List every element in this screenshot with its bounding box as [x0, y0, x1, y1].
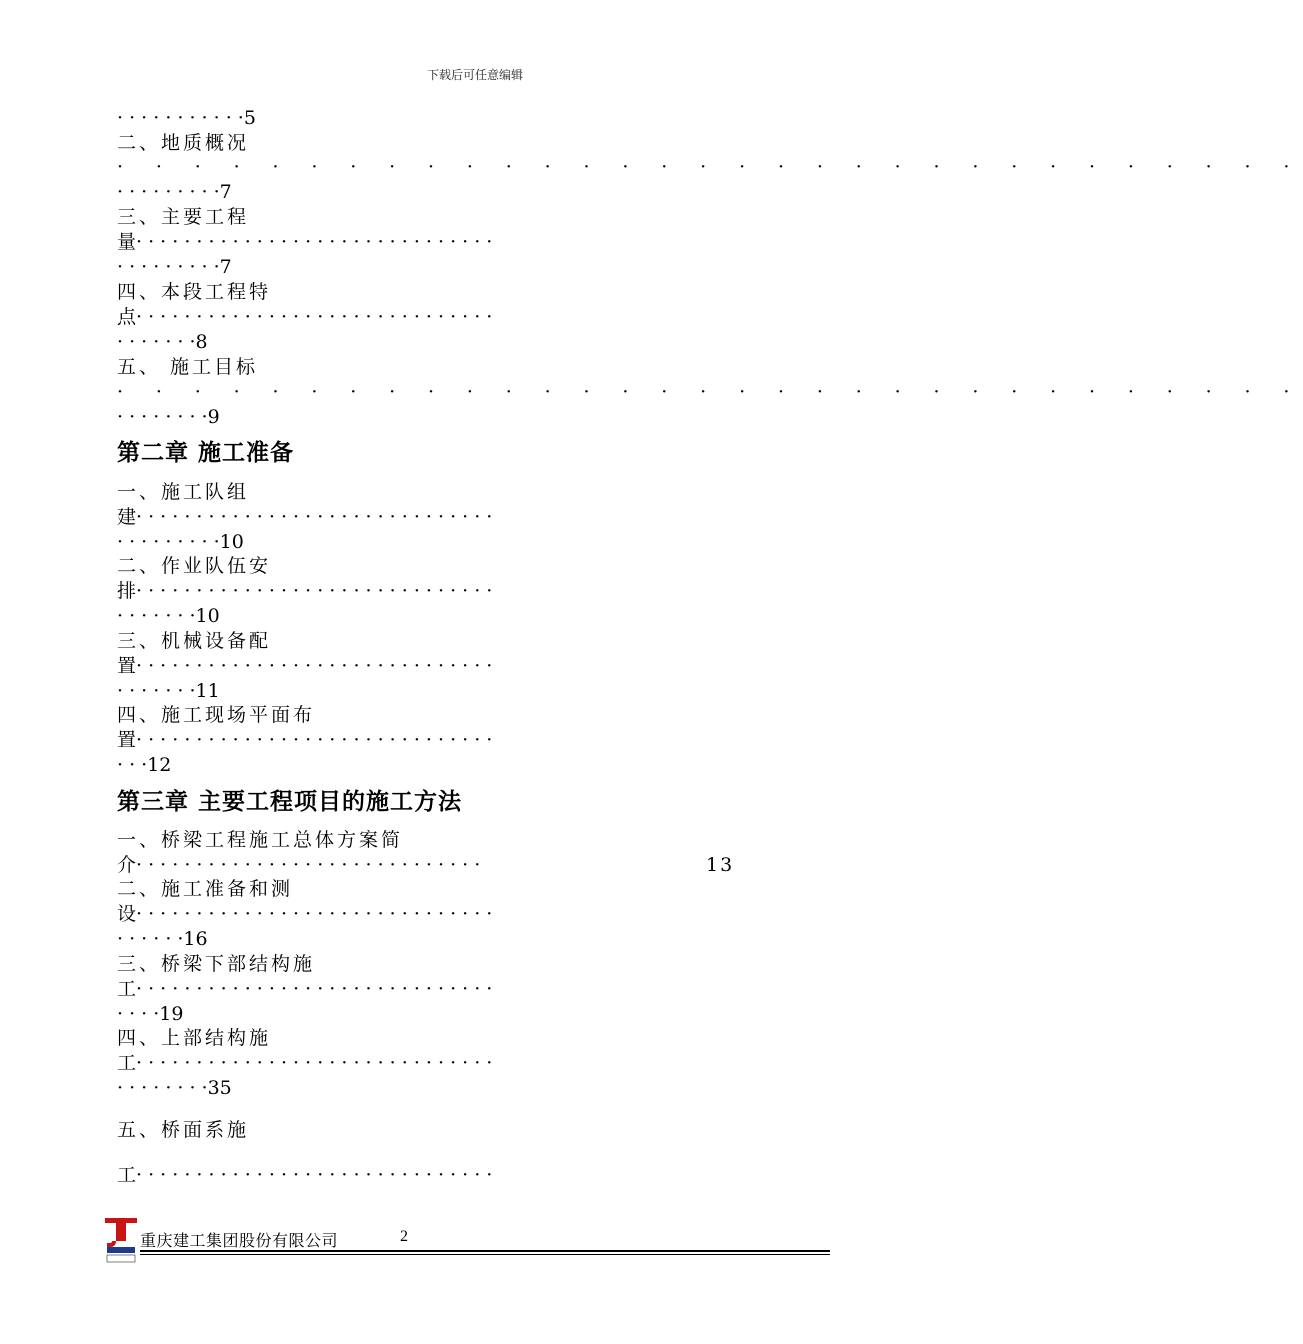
toc-entry-title-cont: 排	[117, 580, 137, 602]
toc-entry-title[interactable]: 二、地质概况	[117, 132, 250, 154]
toc-entry-title[interactable]: 四、本段工程特	[117, 281, 272, 303]
toc-page-tail: · · · · · · · · ·7	[117, 256, 232, 278]
toc-entry-title-cont: 工	[117, 1052, 137, 1074]
toc-entry-title-cont: 点	[117, 306, 137, 328]
toc-leader-row	[117, 753, 837, 777]
toc-leader-row: 排· · · · · · · · · · · · · · · · · · · · · · · · · · · · · ·	[117, 580, 493, 602]
page-number: 2	[400, 1228, 408, 1245]
toc-leader-row	[117, 255, 837, 279]
toc-entry-title-cont: 介	[117, 854, 137, 876]
toc-page-tail: · · · · · · ·10	[117, 605, 220, 627]
toc-page-tail: · · · · · · · ·9	[117, 406, 220, 428]
toc-entry-title-cont: 置	[117, 729, 137, 751]
toc-entry-title[interactable]: 五、桥面系施	[117, 1119, 250, 1141]
chapter-heading[interactable]: 第三章 主要工程项目的施工方法	[117, 788, 463, 815]
toc-leader-row	[117, 530, 837, 554]
toc-leader-row: 设· · · · · · · · · · · · · · · · · · · · · · · · · · · · · ·	[117, 903, 493, 925]
toc-page-tail: · · · ·19	[117, 1003, 184, 1025]
toc-page-tail: · · · · · · · ·35	[117, 1077, 232, 1099]
toc-entry-title[interactable]: 五、 施工目标	[117, 356, 259, 378]
toc-leader-row: 工· · · · · · · · · · · · · · · · · · · · · · · · · · · · · ·	[117, 1164, 493, 1186]
toc-page-tail: 13	[706, 854, 735, 876]
toc-page-tail: · · · · · ·16	[117, 928, 208, 950]
toc-entry-title-cont: 量	[117, 231, 137, 253]
chapter-heading[interactable]: 第二章 施工准备	[117, 439, 295, 466]
toc-leader-row	[117, 604, 837, 628]
company-logo	[104, 1217, 138, 1263]
page-header: 下载后可任意编辑	[426, 68, 523, 82]
toc-entry-title-cont: 工	[117, 978, 137, 1000]
toc-entry-title[interactable]: 三、机械设备配	[117, 630, 272, 652]
toc-entry-title-cont: 建	[117, 506, 137, 528]
toc-page-tail: · · · · · · · · ·10	[117, 531, 244, 553]
toc-leader-row	[117, 330, 837, 354]
toc-page-tail: · · · · · · ·11	[117, 680, 220, 702]
toc-leader-row	[117, 1002, 837, 1026]
footer-company-name: 重庆建工集团股份有限公司	[140, 1231, 339, 1250]
toc-leader-row	[117, 927, 837, 951]
toc-leader-row	[117, 180, 837, 204]
toc-leader-row: 置· · · · · · · · · · · · · · · · · · · · · · · · · · · · · ·	[117, 729, 493, 751]
toc-page-tail: · · · · · · · · · · ·5	[117, 107, 256, 129]
toc-entry-title[interactable]: 三、主要工程	[117, 206, 250, 228]
toc-entry-title[interactable]: 一、桥梁工程施工总体方案简	[117, 829, 404, 851]
toc-leader-row: 介· · · · · · · · · · · · · · · · · · · · · · · · · · · · · 13	[117, 854, 735, 876]
toc-leader-row: 工· · · · · · · · · · · · · · · · · · · · · · · · · · · · · ·	[117, 1052, 493, 1074]
toc-leader-row	[117, 679, 837, 703]
toc-entry-title-cont: 设	[117, 903, 137, 925]
toc-page-tail: · · · · · · ·8	[117, 331, 208, 353]
toc-entry-title-cont: 置	[117, 655, 137, 677]
toc-entry-title[interactable]: 四、上部结构施	[117, 1027, 272, 1049]
footer-divider	[140, 1250, 830, 1252]
toc-page-tail: · · ·12	[117, 754, 172, 776]
toc-entry-title[interactable]: 一、施工队组	[117, 481, 250, 503]
toc-leader-row: 建· · · · · · · · · · · · · · · · · · · · · · · · · · · · · ·	[117, 506, 493, 528]
toc-entry-title[interactable]: 三、桥梁下部结构施	[117, 953, 316, 975]
footer-divider	[140, 1254, 830, 1255]
toc-leader-row: · · · · · · · · · · · · · · · · · · · · · · · · · · · · · · ·	[117, 381, 1303, 403]
toc-entry-title[interactable]: 二、施工准备和测	[117, 878, 294, 900]
toc-entry-title-cont: 工	[117, 1164, 137, 1186]
toc-leader-row: 量· · · · · · · · · · · · · · · · · · · · · · · · · · · · · ·	[117, 231, 493, 253]
toc-leader-row	[117, 106, 837, 130]
toc-entry-title[interactable]: 二、作业队伍安	[117, 555, 272, 577]
toc-entry-title[interactable]: 四、施工现场平面布	[117, 704, 316, 726]
toc-leader-row: · · · · · · · · · · · · · · · · · · · · · · · · · · · · · · ·	[117, 156, 1303, 178]
toc-leader-row: 点· · · · · · · · · · · · · · · · · · · · · · · · · · · · · ·	[117, 306, 493, 328]
toc-page-tail: · · · · · · · · ·7	[117, 181, 232, 203]
toc-leader-row	[117, 405, 837, 429]
toc-leader-row	[117, 1076, 837, 1100]
toc-leader-row: 工· · · · · · · · · · · · · · · · · · · · · · · · · · · · · ·	[117, 978, 493, 1000]
toc-leader-row: 置· · · · · · · · · · · · · · · · · · · · · · · · · · · · · ·	[117, 655, 493, 677]
